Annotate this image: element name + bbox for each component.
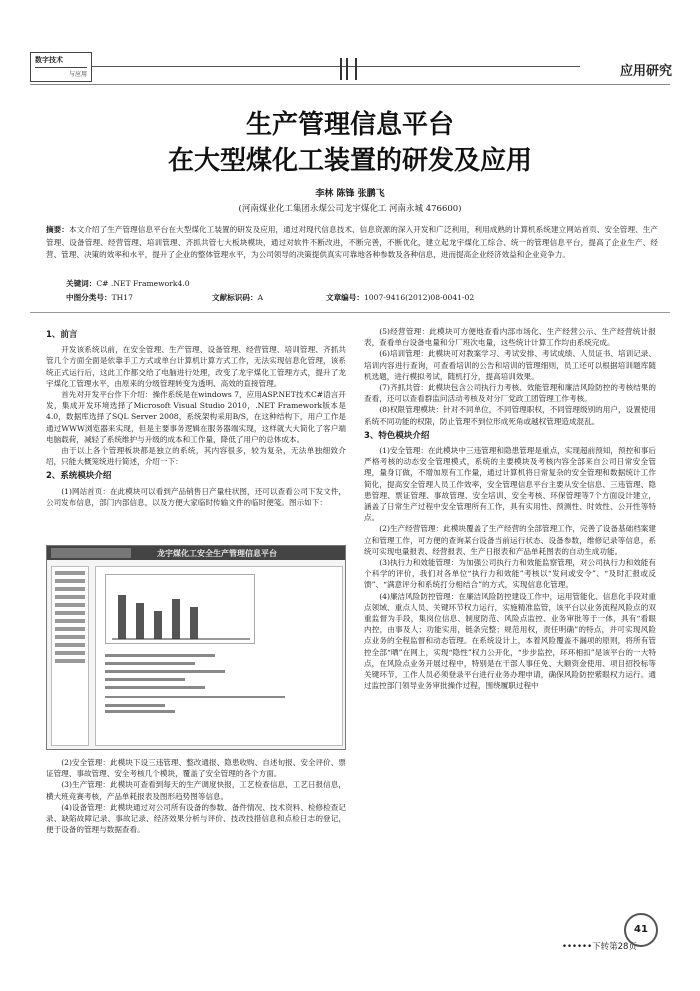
section-heading-1: 1、前言	[46, 330, 78, 340]
homepage-screenshot-figure	[46, 545, 346, 750]
figure-logo	[51, 548, 131, 558]
paragraph: 首先对开发平台作下介绍：操作系统是在windows 7，应用ASP.NET技术C#语言开发，集成开发环境选择了Microsoft Visual Studio 2010，.NET Framework版本是4.0，数据库选择了SQL Server 2008，系统架构采用B/S，在这种结构下，用户工作是通过WWW浏览器来实现，但是主要事务逻辑在服务器端实现，这样就大大简化了客户端电脑载荷，减轻了系统维护与升级的成本和工作量，降低了用户的总体成本。	[46, 390, 346, 444]
keywords-label: 关键词：	[66, 279, 97, 288]
abstract-text: 本文介绍了生产管理信息平台在大型煤化工装置的研发及应用，通过对现代信息技术、信息资源的深入开发和广泛利用，利用成熟的计算机系统建立网站首页、安全管理、生产管理、设备管理、经营管理、培训管理、齐抓共管七大板块模块，通过对软件不断改进，不断完善，不断优化，建立起龙宇煤化工综合、统一的管理信息平台，提高了企业生产、经营、管理、决策的效率和水平，提升了企业的整体管理水平，为公司领导的决策提供真实可靠地各种参数及各种信息，进而提高企业经济效益和企业竞争力。	[46, 225, 658, 260]
paragraph: (5)经营管理：此模块可方便地查看内部市场化、生产经营公示、生产经营统计报表，查看单台设备电量和分厂班次电量，这些统计计算工作均由系统完成。	[364, 327, 656, 348]
paragraph: (2)生产经营管理：此模块覆盖了生产经营的全部管理工作，完善了设备基础档案建立和管理工作，可方便的查询某台设备当前运行状态、设备参数，维修记录等信息，系统可实现电量报表、经营报表、生产日报表和产品单耗图表的自动生成功能。	[364, 524, 656, 556]
authors: 李林 陈锋 张鹏飞	[315, 189, 385, 199]
figure-app-title: 龙宇煤化工安全生产管理信息平台	[157, 549, 277, 558]
section-label: 应用研究	[619, 64, 672, 79]
keywords	[66, 278, 190, 289]
section-heading-2: 2、系统模块介绍	[46, 471, 112, 482]
header-rule	[30, 84, 670, 85]
header-line	[92, 66, 580, 67]
paragraph: (3)执行力和效能管理：为加强公司执行力和效能监察管理，对公司执行力和效能有个科学的评价，我们对各单位“执行力和效能”考核以“发问或安令”、“及时汇报或反馈”、“满意评分和系统打分相结合”的方式，实现信息化管理。	[364, 558, 656, 590]
keywords-text: C# .NET Framework4.0	[96, 279, 190, 288]
section-heading-3: 3、特色模块介绍	[364, 430, 430, 441]
page-seal: 41	[624, 913, 658, 947]
left-column-bottom	[46, 757, 346, 835]
paragraph: 开发该系统以前，在安全管理、生产管理、设备管理、经营管理、培训管理、齐抓共管几个方面全面是依靠手工方式或单台计算机计算方式工作，无法实现信息化管理，该系统正式运行后，这此工作都交给了电脑进行处理，改变了龙宇煤化工管理方式，提升了龙宇煤化工管理水平，由原来的分级管理转变为透明、高效的直接管理。	[46, 345, 346, 388]
journal-logo	[30, 52, 92, 82]
paragraph: (1)安全管理：在此模块中三违管理和隐患管理是重点，实现超前预知，预控和事后严格考核的动态安全管理模式，系统的主要模块及考核内容全部来自公司日常安全管理，量身订做，不增加原有工作量，通过计算机将日常复杂的安全管理和数据统计工作简化，提高安全管理人员工作效率，安全管理信息平台主要从安全信息、三违管理、隐患管理、票证管理、事故管理、安全培训、安全考核、环保管理等7个方面设计建立，涵盖了日常生产过程中安全管理所有工作，具有实用性、预测性、时效性、公开性等特点。	[364, 446, 656, 523]
paragraph: (8)权限管理模块：针对不同单位，不同管理职权，不同管理级别的用户，设置使用系统不同功能的权限，防止管理不到位形成死角或越权管理造成混乱。	[364, 405, 656, 426]
paragraph: (1)网站首页：在此模块可以看到产品销售日产量柱状图，还可以查看公司下发文件，公司发布信息，部门内部信息，以及方便大家临时传输文件的临时便笺。图示如下：	[46, 486, 346, 507]
journal-name-line1: 数字技术	[35, 56, 63, 64]
article-number: 文章编号：1007-9416(2012)08-0041-02	[326, 293, 475, 302]
right-column	[364, 326, 656, 692]
paragraph: (4)设备管理：此模块通过对公司所有设备的参数、备件情况、技术资料、检修检查记录、缺陷故障记录、事故记录、经济效果分析与评价、技改技措信息和点检日志的登记，便于设备的管理与数据查看。	[46, 802, 346, 835]
journal-name-line2: 与应用	[35, 67, 87, 79]
paragraph: (4)廉洁风险防控管理：在廉洁风险防控建设工作中，运用管能化、信息化手段对重点领域、重点人员、关键环节权力运行，实施精准监管，该平台以业务流程风险点的双重监督为手段，集岗位信息、制度防范、风险点监控、业务审批等于一体，具有“看眼内控，由事及人；功能实用，链条完整；规范用权，责任明确”的特点，并可实现风险点业务的全程监督和动态管理。在系统设计上，本着风险覆盖不漏项的原则，将所有管控全部“晒”在网上，实现“隐性”权力公开化，“步步监控，环环相扣”是该平台的一大特点，在风险点业务开展过程中，特别是在干部人事任免、大额资金使用、项目招投标等关键环节，工作人员必须登录平台进行业务办理申请，确保风险防控紫眼权力运行。通过监控部门领导业务审批操作过程，围绕履职过程中	[364, 591, 656, 691]
paragraph: 由于以上各个管理板块都是独立的系统，其内容很多，较为复杂，无法单独细致介绍，只能大概笼统进行简述，介绍一下：	[46, 446, 346, 467]
paragraph: (6)培训管理：此模块可对教案学习、考试安排、考试成绩、人员证书、培训记录、培训内容进行查询，可查看培训的公告和培训的管理细则，员工还可以根据培训题库随机选题，进行模拟考试，随机打分，提高培训效果。	[364, 349, 656, 381]
left-column-top	[46, 326, 346, 508]
article-title-line1: 生产管理信息平台	[245, 110, 454, 140]
paragraph: (2)安全管理：此模块下设三违管理、整改通报、隐患收购、自述旬报、安全评价、票证管理、事故管理、安全考核几个模块，覆盖了安全管理的各个方面。	[46, 758, 346, 779]
figure-bar-chart	[105, 574, 255, 644]
header-divider-bar	[346, 58, 348, 80]
figure-sidebar	[51, 566, 89, 746]
header-divider-bar	[340, 58, 342, 80]
document-code: 文献标识码：A	[212, 293, 264, 302]
affiliation: (河南煤业化工集团永煤公司龙宇煤化工 河南永城 476600)	[238, 204, 462, 214]
abstract-label: 摘要：	[46, 225, 69, 234]
paragraph: (7)齐抓共管：此模块包含公司执行力考核、效能管理和廉洁风险防控的考核结果的查看，还可以查看群监问活动考核及对分厂党政工团管理工作考核。	[364, 383, 656, 404]
classification-number: 中图分类号：TH17	[66, 293, 133, 302]
header-divider-bar	[355, 58, 357, 80]
continued-note: ••••••下转第28页	[562, 942, 637, 952]
abstract-rule	[30, 312, 670, 313]
article-title-line2: 在大型煤化工装置的研发及应用	[167, 146, 532, 176]
abstract	[46, 224, 658, 262]
paragraph: (3)生产管理：此模块可查看到每天的生产调度快报，工艺检查信息，工艺日报信息，横大班竞赛考核，产品单耗报表及图形趋势图等信息。	[46, 780, 346, 801]
figure-app-titlebar	[47, 546, 346, 560]
